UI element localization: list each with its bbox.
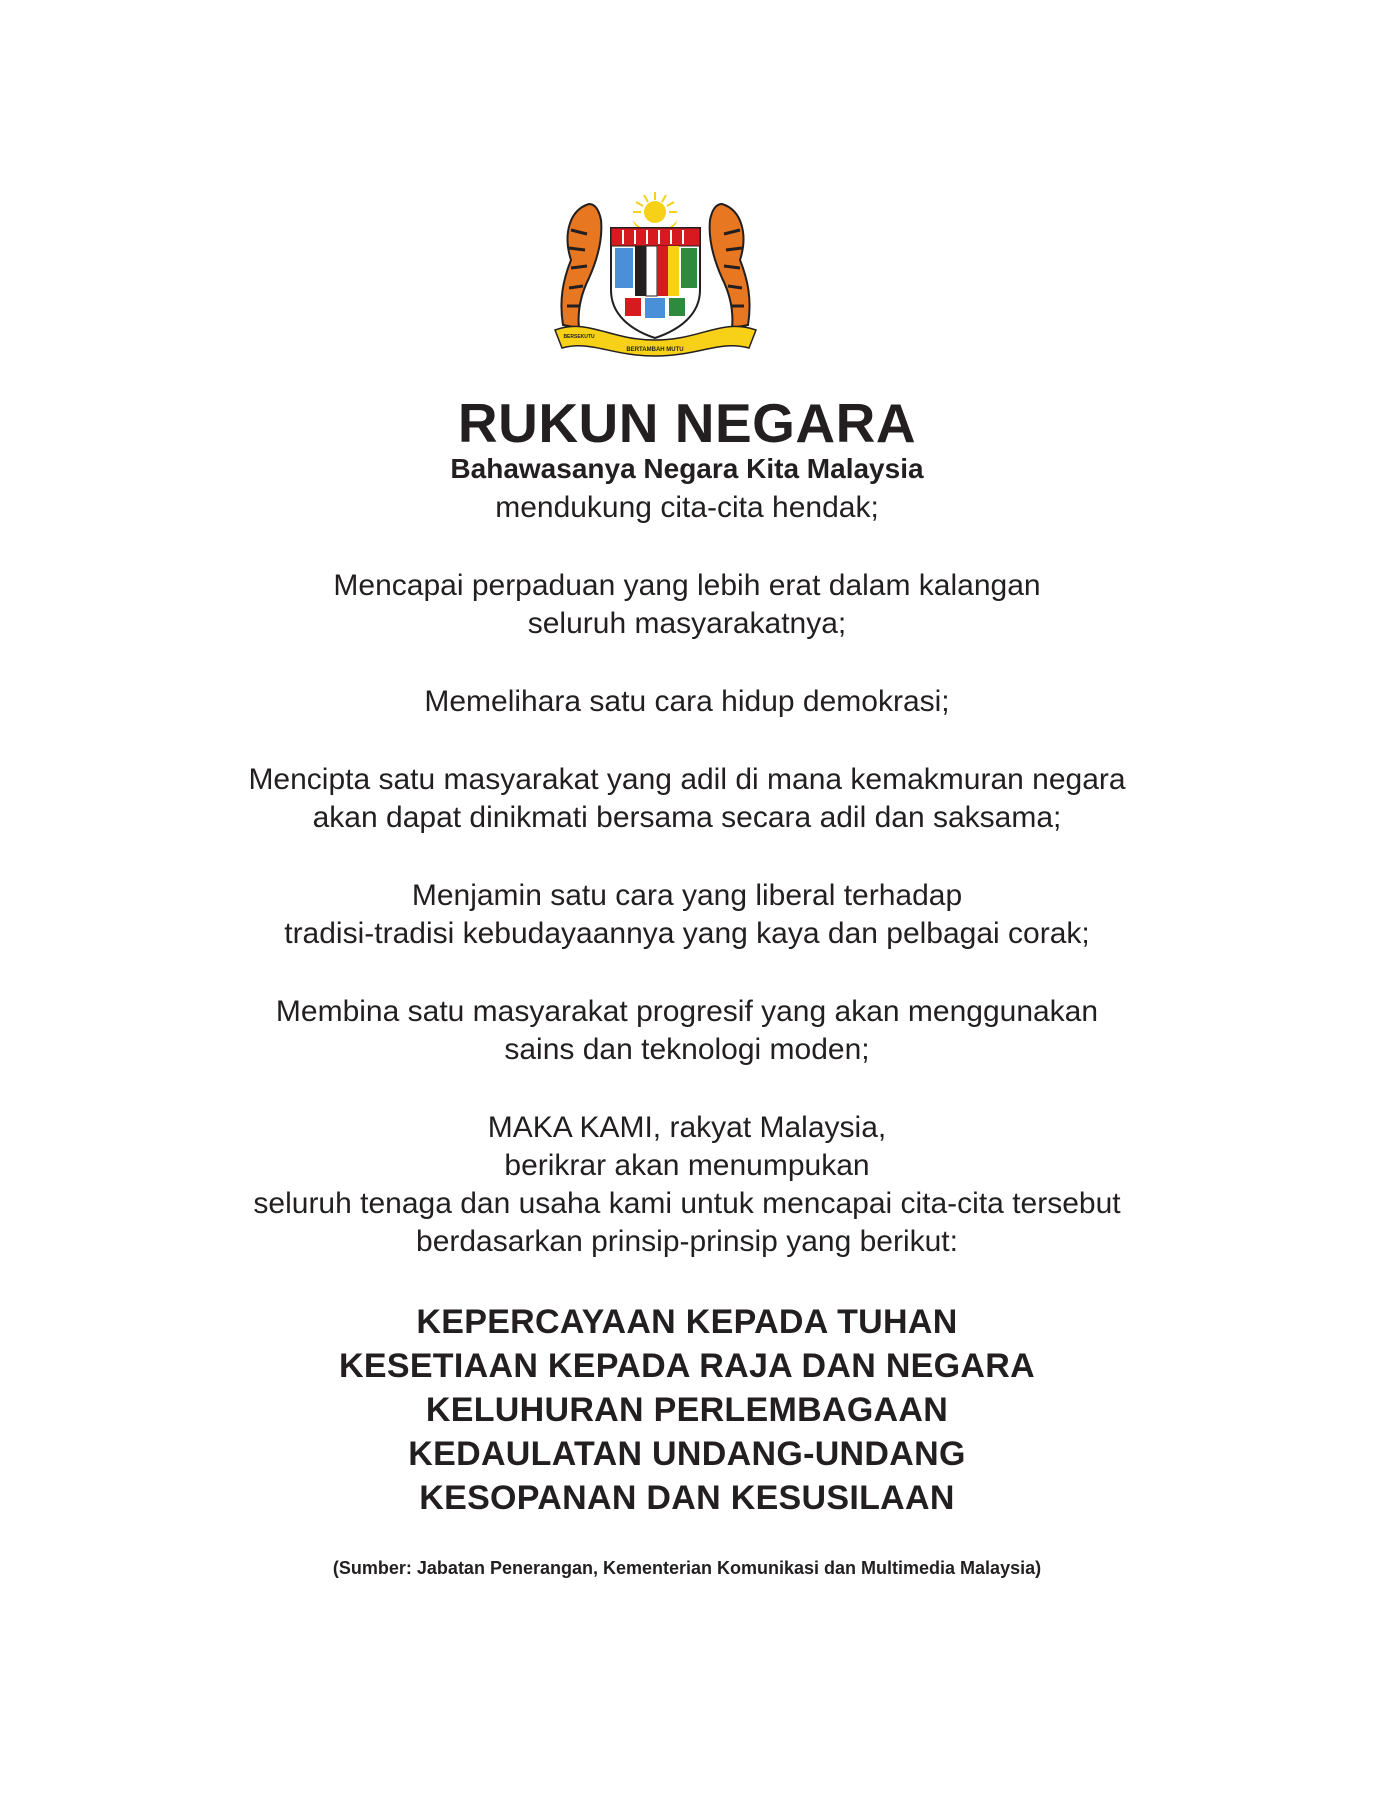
source-citation: (Sumber: Jabatan Penerangan, Kementerian Komunikasi dan Multimedia Malaysia) — [332, 1558, 1042, 1578]
aspiration-3-line-1: Mencipta satu masyarakat yang adil di mana kemakmuran negara — [248, 763, 1126, 796]
principle-2: KESETIAAN KEPADA RAJA DAN NEGARA — [339, 1347, 1035, 1385]
principle-1: KEPERCAYAAN KEPADA TUHAN — [416, 1303, 958, 1341]
page-title: RUKUN NEGARA — [457, 392, 917, 454]
principle-3: KELUHURAN PERLEMBAGAAN — [425, 1391, 949, 1429]
pledge-line-1: MAKA KAMI, rakyat Malaysia, — [487, 1111, 887, 1144]
principle-4: KEDAULATAN UNDANG-UNDANG — [408, 1435, 966, 1473]
pledge-line-2: berikrar akan menumpukan — [504, 1149, 870, 1182]
aspiration-4-line-2: tradisi-tradisi kebudayaannya yang kaya dan pelbagai corak; — [284, 917, 1090, 950]
crest-motto-left: BERSEKUTU — [563, 334, 595, 340]
aspiration-2-line-1: Memelihara satu cara hidup demokrasi; — [424, 685, 950, 718]
aspiration-3-line-2: akan dapat dinikmati bersama secara adil dan saksama; — [312, 801, 1062, 834]
coat-of-arms-icon — [549, 190, 762, 360]
aspiration-5-line-2: sains dan teknologi moden; — [504, 1033, 870, 1066]
aspiration-1-line-1: Mencapai perpaduan yang lebih erat dalam kalangan — [333, 569, 1041, 602]
aspiration-4-line-1: Menjamin satu cara yang liberal terhadap — [411, 879, 963, 912]
pledge-line-3: seluruh tenaga dan usaha kami untuk mencapai cita-cita tersebut — [253, 1187, 1121, 1220]
page-subtitle: Bahawasanya Negara Kita Malaysia — [450, 453, 924, 484]
pledge-line-4: berdasarkan prinsip-prinsip yang berikut: — [416, 1225, 958, 1258]
principle-5: KESOPANAN DAN KESUSILAAN — [419, 1479, 955, 1517]
aspiration-1-line-2: seluruh masyarakatnya; — [527, 607, 847, 640]
crest-motto: BERTAMBAH MUTU — [626, 347, 684, 353]
intro-line: mendukung cita-cita hendak; — [495, 491, 879, 524]
aspiration-5-line-1: Membina satu masyarakat progresif yang akan menggunakan — [275, 995, 1099, 1028]
